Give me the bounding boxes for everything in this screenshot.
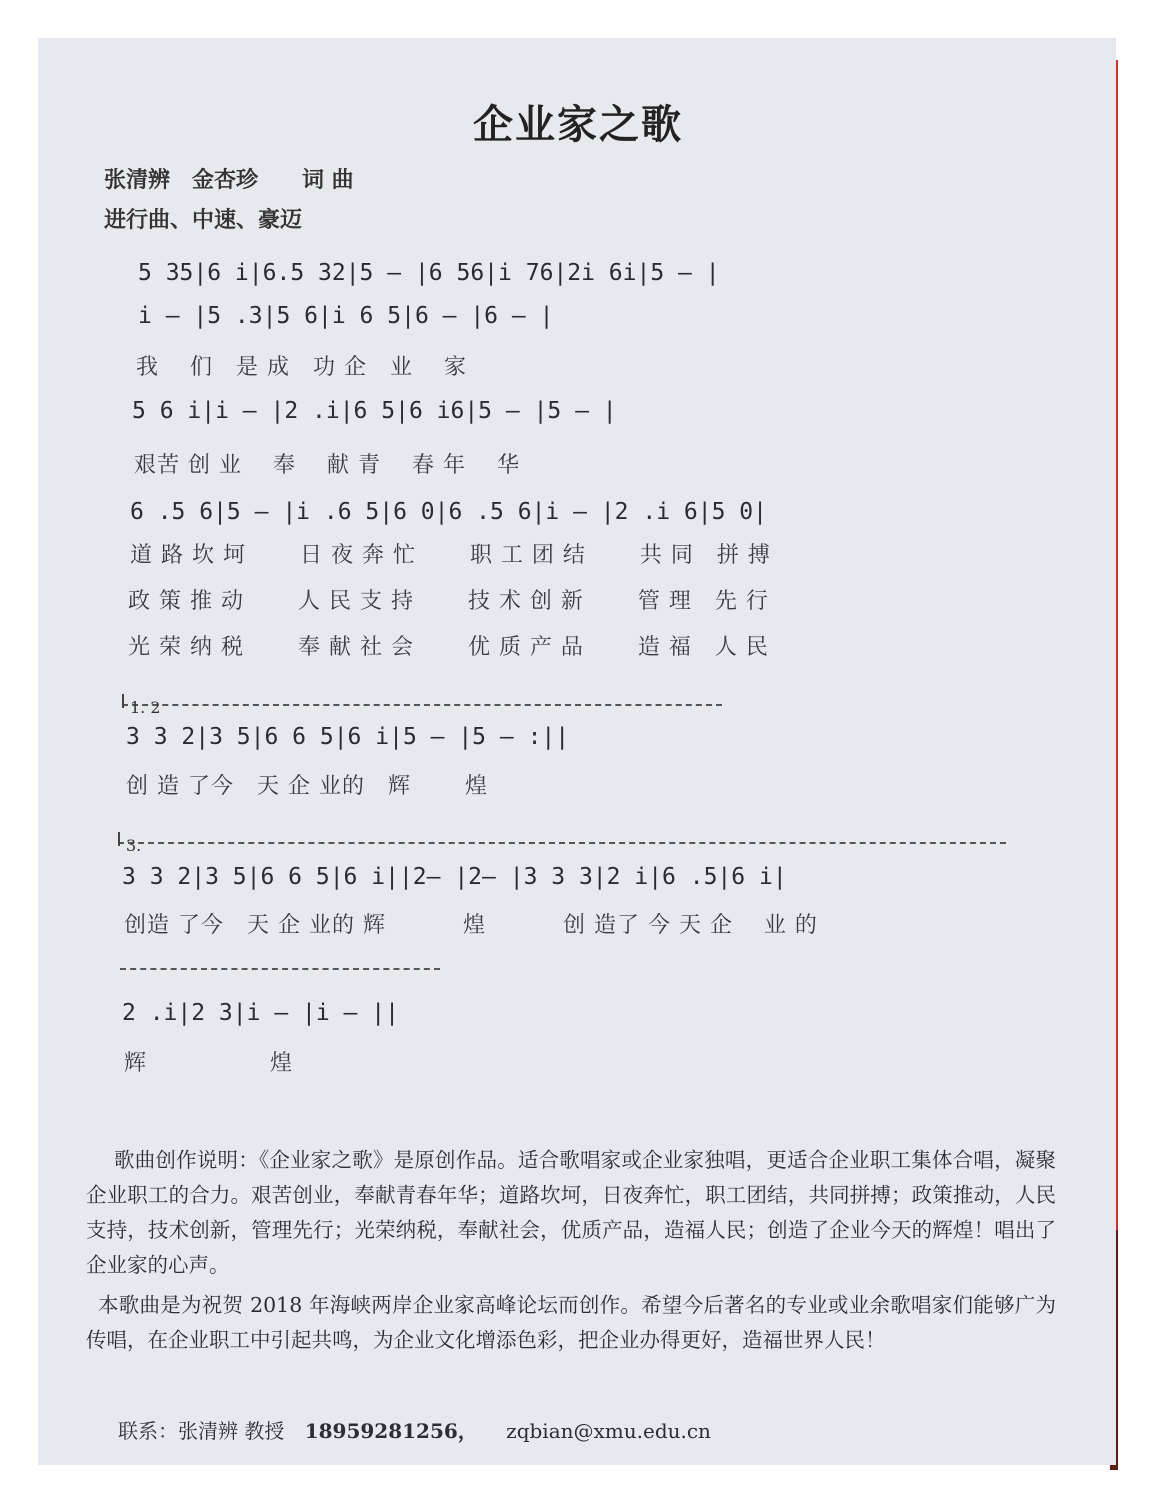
notation-line-7: 2 .i|2 3|i — |i — || (122, 1000, 399, 1026)
tempo-line: 进行曲、中速、豪迈 (104, 207, 303, 233)
lyric-line-7: 创造 了今 天 企 业的 辉 煌 创 造了 今 天 企 业 的 (124, 913, 818, 938)
lyric-line-5: 光 荣 纳 税 奉 献 社 会 优 质 产 品 造 福 人 民 (128, 635, 769, 660)
contact-email: zqbian@xmu.edu.cn (506, 1419, 711, 1443)
volta-1-2-hook (122, 694, 124, 708)
continuation-bracket (120, 968, 440, 970)
volta-3-bracket (118, 842, 1006, 844)
notation-line-3: 5 6 i|i — |2 .i|6 5|6 i6|5 — |5 — | (132, 398, 617, 424)
volta-1-2-bracket (122, 704, 722, 706)
lyric-line-4: 政 策 推 动 人 民 支 持 技 术 创 新 管 理 先 行 (128, 589, 769, 614)
contact-line (118, 1415, 711, 1444)
lyric-line-2: 艰苦 创 业 奉 献 青 春 年 华 (134, 453, 520, 478)
notation-line-5: 3 3 2|3 5|6 6 5|6 i|5 — |5 — :|| (126, 724, 570, 750)
notation-line-6: 3 3 2|3 5|6 6 5|6 i||2— |2— |3 3 3|2 i|6 .5|6 i| (122, 864, 787, 890)
authors-line: 张清辨 金杏珍 词 曲 (104, 167, 354, 193)
notation-line-1: 5 35|6 i|6.5 32|5 — |6 56|i 76|2i 6i|5 — | (138, 260, 720, 286)
contact-label: 联系：张清辨 教授 (118, 1419, 285, 1443)
score-sheet (38, 38, 1116, 1465)
volta-3-hook (118, 832, 120, 846)
notation-line-2: i — |5 .3|5 6|i 6 5|6 — |6 — | (138, 303, 554, 329)
lyric-line-3: 道 路 坎 坷 日 夜 奔 忙 职 工 团 结 共 同 拼 搏 (130, 543, 771, 568)
contact-phone: 18959281256， (304, 1419, 478, 1443)
lyric-line-6: 创 造 了今 天 企 业的 辉 煌 (126, 774, 488, 799)
dedication-note: 本歌曲是为祝贺 2018 年海峡两岸企业家高峰论坛而创作。希望今后著名的专业或业余歌唱家们能够广为传唱，在企业职工中引起共鸣，为企业文化增添色彩，把企业办得更好，造福世界人民！ (86, 1293, 1056, 1352)
creation-note: 歌曲创作说明：《企业家之歌》是原创作品。适合歌唱家或企业家独唱，更适合企业职工集体合唱，凝聚企业职工的合力。艰苦创业，奉献青春年华；道路坎坷，日夜奔忙，职工团结，共同拼搏；政策推动，人民支持，技术创新，管理先行；光荣纳税，奉献社会，优质产品，造福人民；创造了企业今天的辉煌！唱出了企业家的心声。 (86, 1148, 1056, 1277)
notation-line-4: 6 .5 6|5 — |i .6 5|6 0|6 .5 6|i — |2 .i 6|5 0| (130, 499, 767, 525)
volta-3-label: 3. (126, 836, 142, 855)
lyric-line-8: 辉 煌 (124, 1051, 293, 1076)
volta-1-2-label: 1. 2 (130, 698, 161, 717)
song-title: 企业家之歌 (473, 101, 683, 148)
lyric-line-1: 我 们 是 成 功 企 业 家 (136, 355, 467, 380)
